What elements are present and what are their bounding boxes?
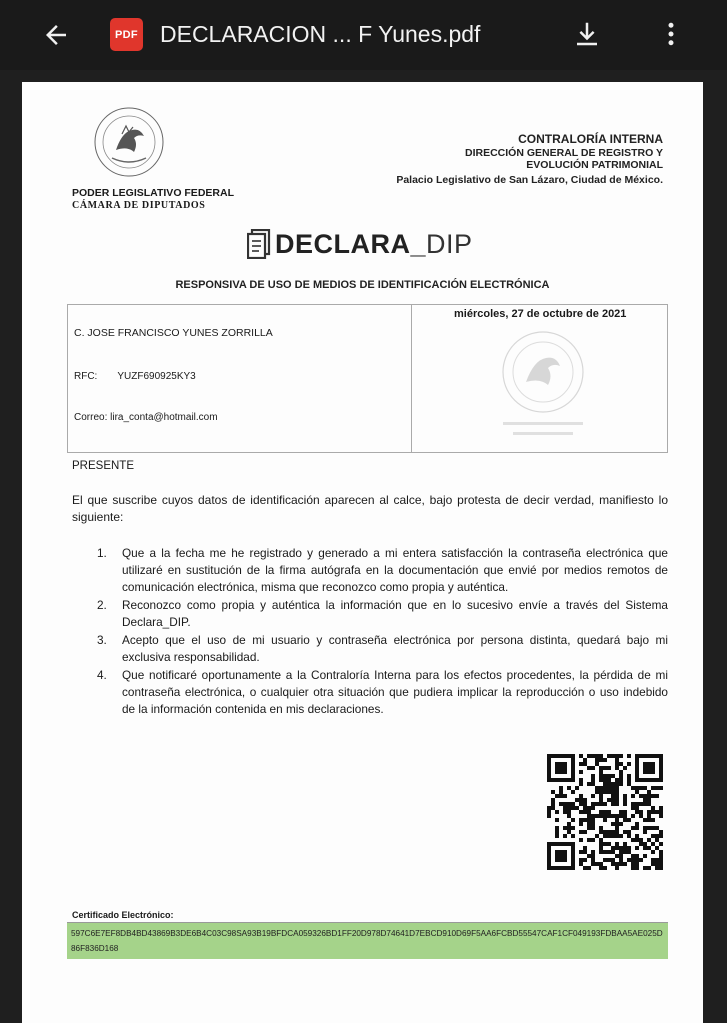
pdf-file-icon: PDF: [110, 18, 143, 51]
item-number: 4.: [97, 668, 107, 682]
document-subject: RESPONSIVA DE USO DE MEDIOS DE IDENTIFICACIÓN ELECTRÓNICA: [175, 279, 550, 291]
certificate-value: 597C6E7EF8DB4BD43869B3DE6B4C03C98SA93B19BFDCA059326BD1FF20D978D74641D7EBCD910D69F5AA6FCBD55547CAF1CF049193FDBAA5AE025D86F836D168: [71, 929, 663, 953]
watermark-seal-icon: [488, 327, 598, 447]
item-text: Reconozco como propia y auténtica la información que en lo sucesivo envíe a través del Sistema Declara_DIP.: [122, 598, 668, 629]
item-text: Acepto que el uso de mi usuario y contraseña electrónica por persona distinta, quedará bajo mi exclusiva responsabilidad.: [122, 633, 668, 664]
document-logo-icon: [247, 229, 273, 259]
document-title: DECLARACION ... F Yunes.pdf: [160, 21, 481, 47]
certificate-label: Certificado Electrónico:: [72, 910, 174, 920]
item-number: 3.: [97, 633, 107, 647]
declara-dip-logo: [247, 227, 473, 261]
list-item: [92, 632, 668, 666]
header-contraloria: CONTRALORÍA INTERNA: [518, 132, 663, 146]
header-evolucion: EVOLUCIÓN PATRIMONIAL: [526, 159, 663, 171]
app-toolbar: [0, 0, 727, 70]
qr-code-icon: [547, 754, 663, 870]
salutation: PRESENTE: [72, 460, 134, 472]
item-text: Que a la fecha me he registrado y generado a mi entera satisfacción la contraseña electrónica que utilizaré en sustitución de la firma autógrafa en la documentación que envié por medios remotos de comunicación electrónica, misma que reconozco como propia y auténtica.: [122, 546, 668, 594]
email-value: lira_conta@hotmail.com: [110, 412, 218, 423]
certificate-box: [67, 922, 668, 959]
rfc-row: [74, 371, 196, 382]
item-number: 1.: [97, 546, 107, 560]
list-item: [92, 667, 668, 718]
mexico-seal-icon: [92, 104, 166, 182]
logo-main-text: DECLARA_: [275, 228, 427, 259]
item-number: 2.: [97, 598, 107, 612]
declaration-list: [92, 545, 668, 719]
more-vert-icon: [656, 19, 686, 49]
item-text: Que notificaré oportunamente a la Contraloría Interna para los efectos procedentes, la pérdida de mi contraseña electrónica, o cualquier otra situación que pudiera implicar la reproducción o uso indebido de la información contenida en mis declaraciones.: [122, 668, 668, 716]
box-divider: [411, 305, 412, 452]
declarant-name: C. JOSE FRANCISCO YUNES ZORRILLA: [74, 327, 273, 339]
download-button[interactable]: [568, 15, 606, 53]
arrow-left-icon: [41, 20, 71, 50]
rfc-value: YUZF690925KY3: [117, 371, 196, 382]
pdf-page: [22, 82, 703, 1023]
chamber-name: CÁMARA DE DIPUTADOS: [72, 200, 206, 211]
more-options-button[interactable]: [652, 15, 690, 53]
download-icon: [572, 19, 602, 49]
institution-name: PODER LEGISLATIVO FEDERAL: [72, 187, 234, 199]
rfc-label: RFC:: [74, 371, 98, 382]
header-direccion: DIRECCIÓN GENERAL DE REGISTRO Y: [465, 147, 663, 159]
email-row: [74, 412, 218, 423]
document-date: miércoles, 27 de octubre de 2021: [454, 308, 627, 320]
back-button[interactable]: [38, 17, 74, 53]
list-item: [92, 597, 668, 631]
identification-box: [67, 304, 668, 453]
header-address: Palacio Legislativo de San Lázaro, Ciudad de México.: [396, 174, 663, 186]
intro-paragraph: El que suscribe cuyos datos de identificación aparecen al calce, bajo protesta de decir verdad, manifiesto lo siguiente:: [72, 493, 668, 524]
logo-suffix-text: DIP: [426, 228, 473, 259]
email-label: Correo:: [74, 412, 108, 423]
list-item: [92, 545, 668, 596]
